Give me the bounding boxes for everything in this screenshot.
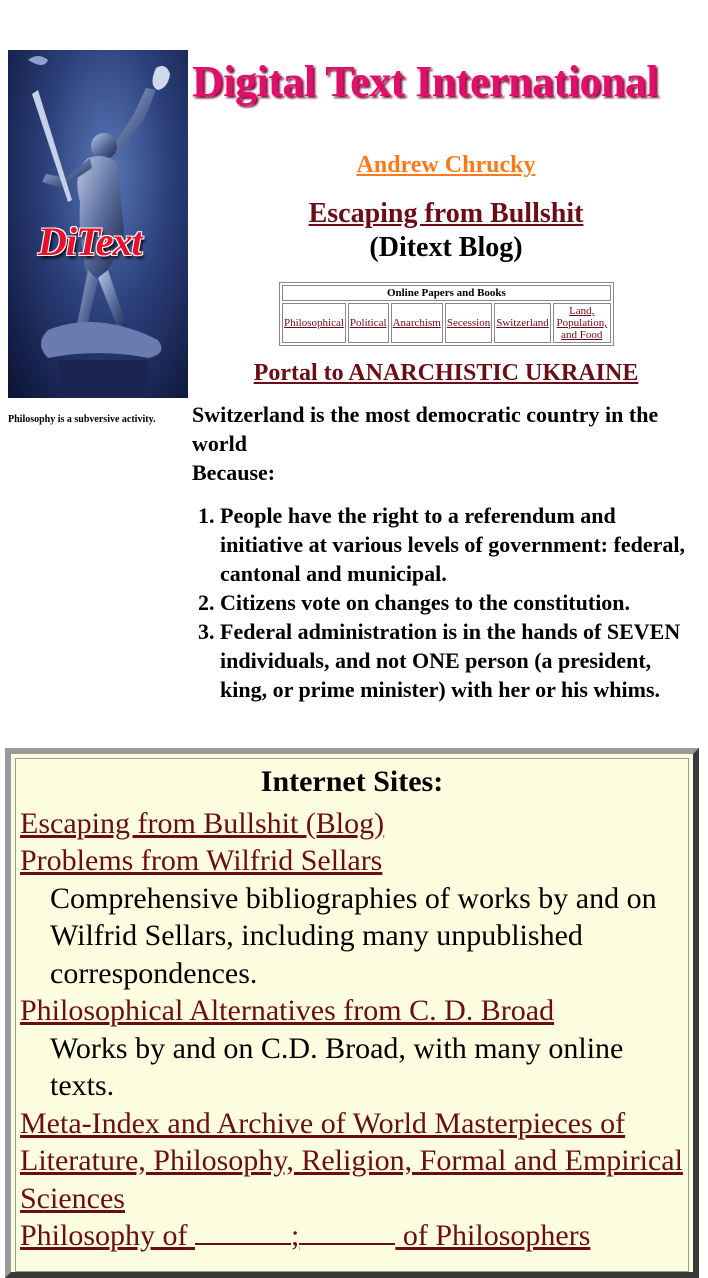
site-link-sellars[interactable]: Problems from Wilfrid Sellars [20,844,383,877]
site-link-meta-index[interactable]: Meta-Index and Archive of World Masterpieces of Literature, Philosophy, Religion, Formal and Empirical Sciences [20,1106,683,1215]
papers-link-anarchism[interactable]: Anarchism [391,303,443,343]
papers-link-switzerland[interactable]: Switzerland [494,303,551,343]
portal-link[interactable]: Portal to ANARCHISTIC UKRAINE [253,360,639,386]
blank-underline [299,1243,395,1245]
list-item: 2. Citizens vote on changes to the constitution. [220,588,702,617]
internet-sites-box [5,748,699,1278]
ditext-logo-image [8,50,188,398]
site-link-philosophy-of[interactable] [20,1217,684,1255]
tagline: Philosophy is a subversive activity. [8,414,156,425]
separator: ; [291,1219,300,1252]
blog-link[interactable]: Escaping from Bullshit [308,198,584,229]
blog-subtitle: (Ditext Blog) [369,232,523,263]
papers-link-secession[interactable]: Secession [445,303,492,343]
papers-link-political[interactable]: Political [348,303,389,343]
reasons-list [192,501,702,704]
site-link-broad[interactable]: Philosophical Alternatives from C. D. Broad [20,994,555,1027]
logo-text: DiText [38,219,142,264]
author-link[interactable]: Andrew Chrucky [356,152,536,178]
site-desc-sellars: Comprehensive bibliographies of works by and on Wilfrid Sellars, including many unpublished correspondences. [50,881,657,990]
blank-underline [195,1243,291,1245]
list-item: 3. Federal administration is in the hands of SEVEN individuals, and not ONE person (a president, king, or prime minister) with her or his whims. [220,617,702,704]
because-line: Because: [192,460,276,485]
papers-link-philosophical[interactable]: Philosophical [282,303,346,343]
internet-sites-heading: Internet Sites: [260,765,444,798]
list-item: 1. People have the right to a referendum and initiative at various levels of government: federal, cantonal and municipal. [220,501,702,588]
papers-link-land-population-food[interactable]: Land, Population, and Food [553,303,611,343]
main-content [192,400,702,704]
intro-line: Switzerland is the most democratic country in the world [192,402,659,456]
site-link-escaping-blog[interactable]: Escaping from Bullshit (Blog) [20,806,385,840]
site-title: Digital Text International [192,57,659,106]
papers-table [279,282,614,346]
philosophy-of-label: Philosophy of [20,1219,188,1252]
of-philosophers-label: of Philosophers [402,1219,591,1252]
papers-table-header: Online Papers and Books [282,285,611,301]
site-desc-broad: Works by and on C.D. Broad, with many online texts. [50,1031,624,1102]
